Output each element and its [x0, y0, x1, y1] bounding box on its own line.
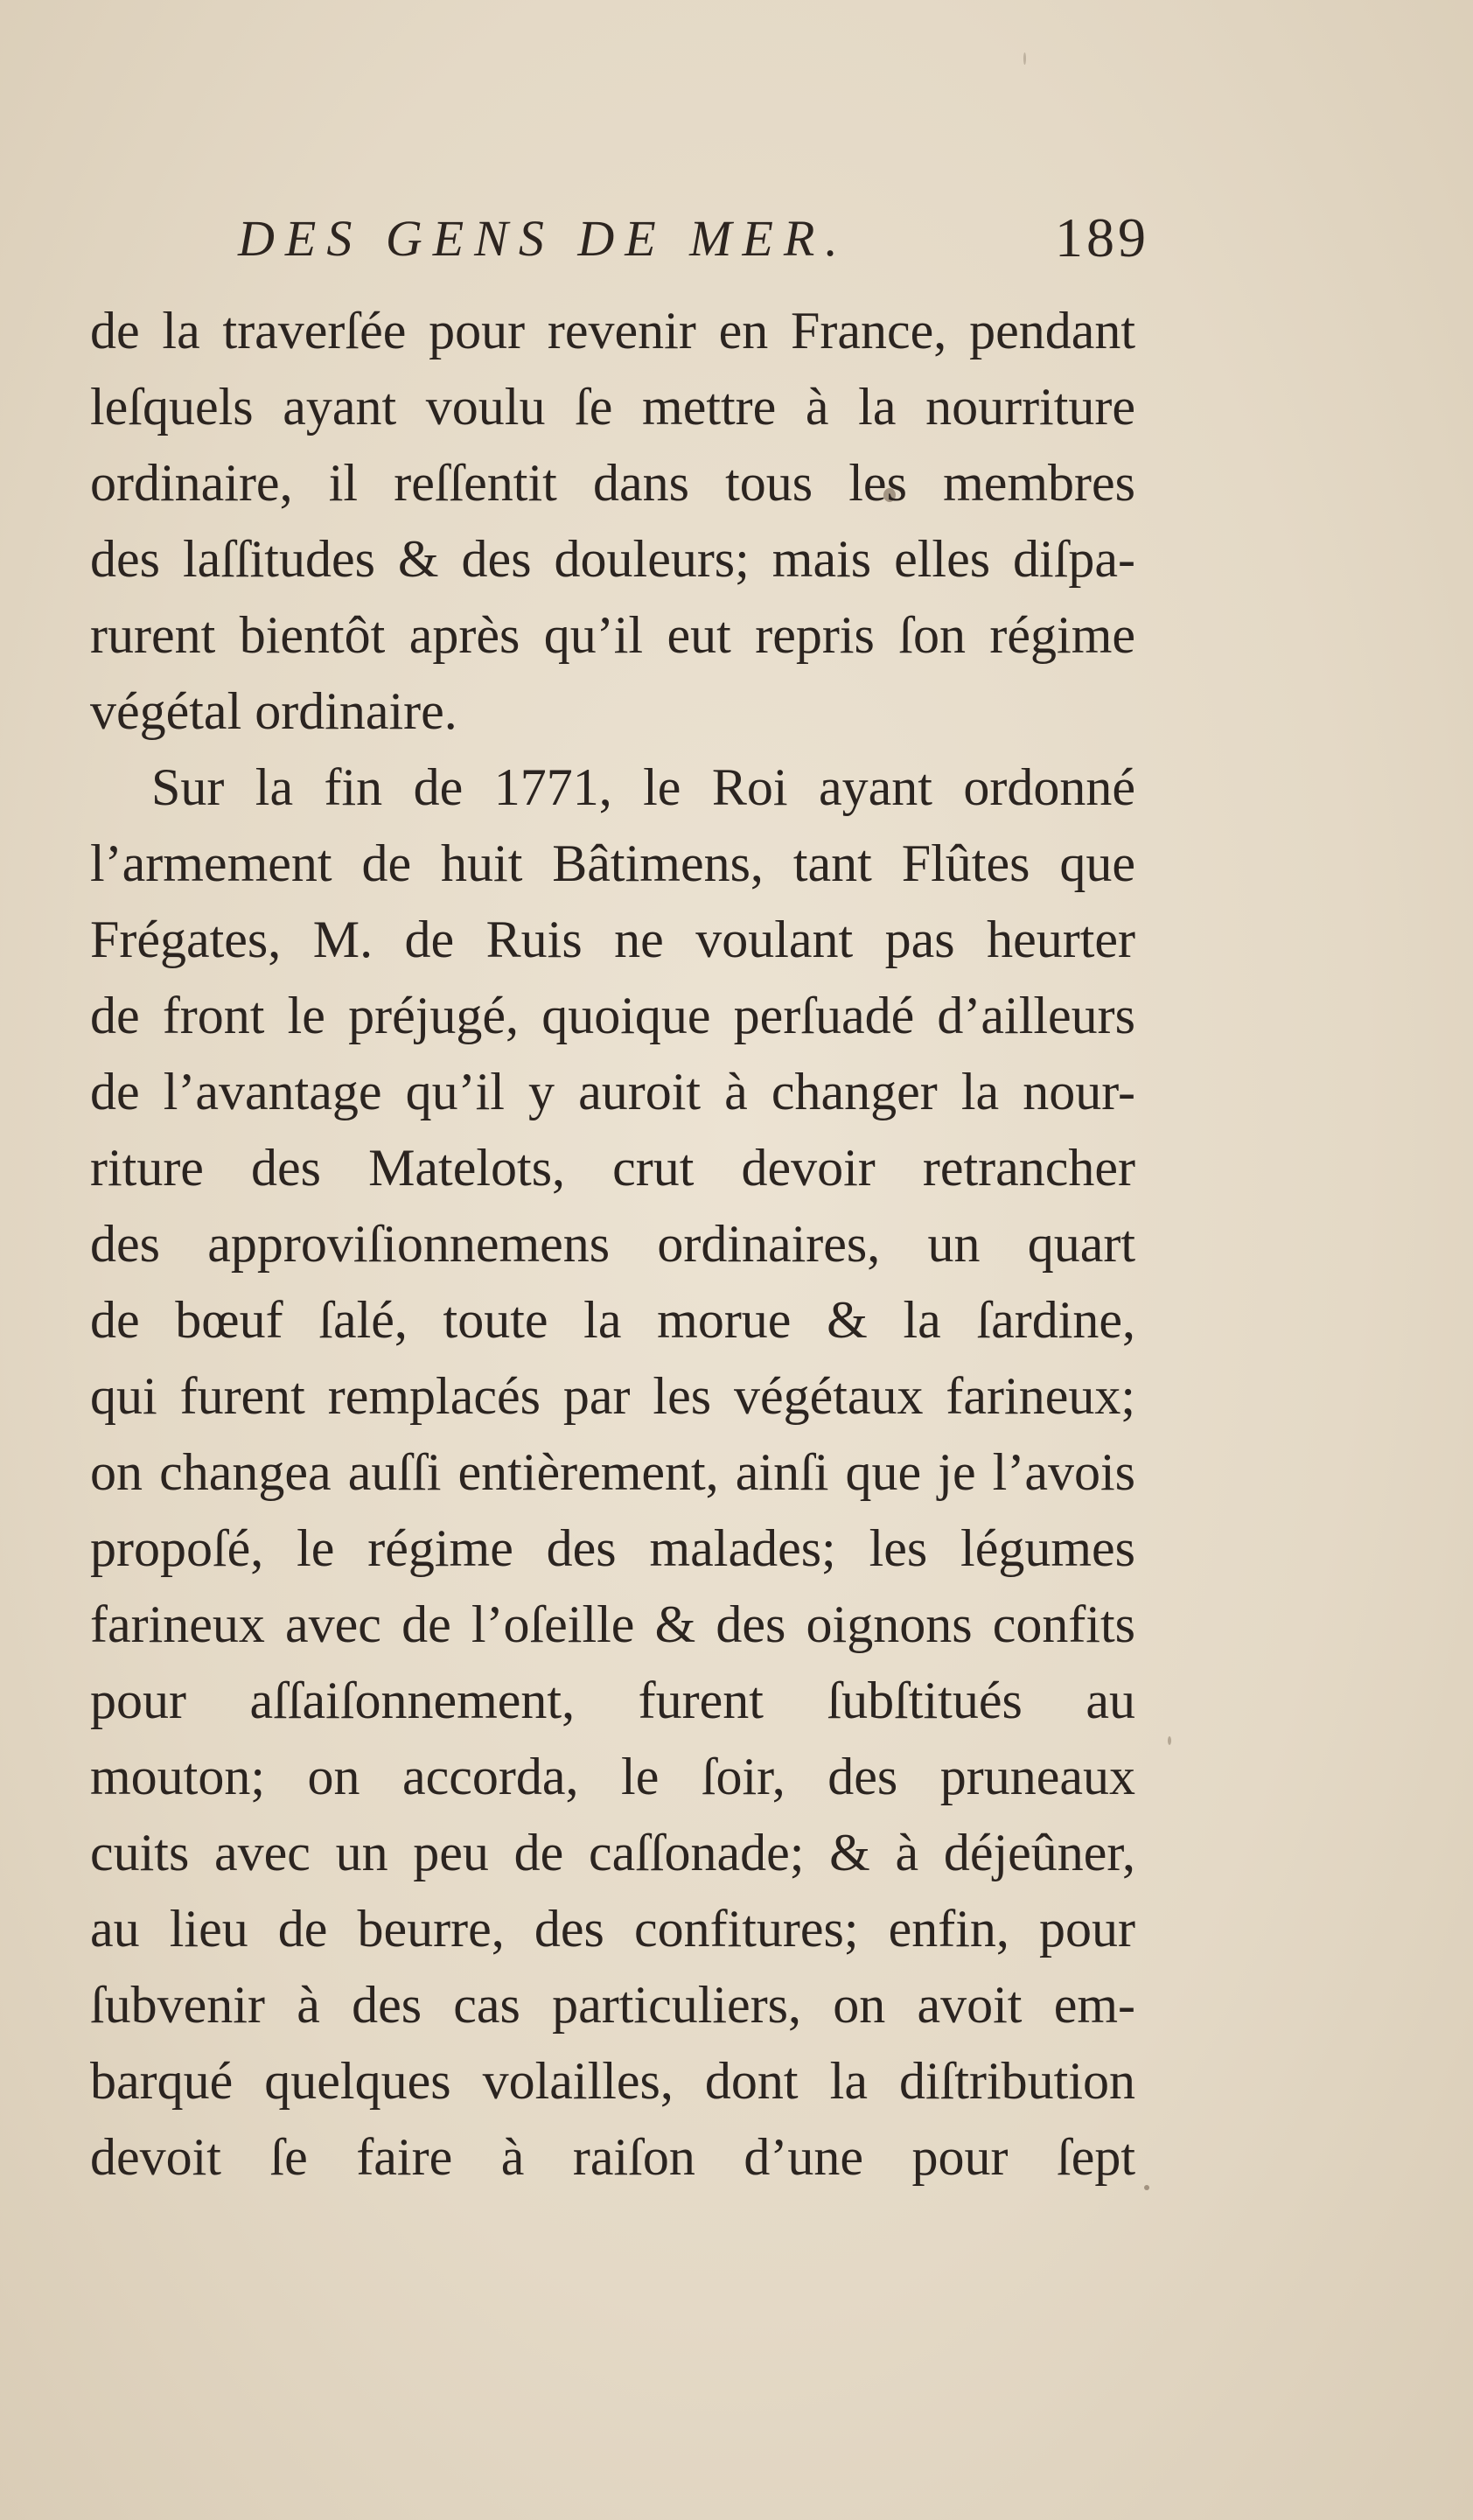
text-line: l’armement de huit Bâtimens, tant Flûtes que	[90, 834, 1135, 892]
text-line: ordinaire, il reſſentit dans tous les membres	[90, 454, 1135, 512]
text-line: de l’avantage qu’il y auroit à changer la nour-	[90, 1063, 1135, 1120]
text-line: farineux avec de l’oſeille & des oignons confits	[90, 1595, 1135, 1653]
text-line: mouton; on accorda, le ſoir, des pruneaux	[90, 1748, 1135, 1805]
text-line: cuits avec un peu de caſſonade; & à déjeûner,	[90, 1824, 1135, 1881]
page-number: 189	[1055, 206, 1149, 269]
text-line: de front le préjugé, quoique perſuadé d’ailleurs	[90, 987, 1135, 1044]
text-line: végétal ordinaire.	[90, 682, 457, 740]
text-line: Frégates, M. de Ruis ne voulant pas heurter	[90, 911, 1135, 968]
text-line: devoit ſe faire à raiſon d’une pour ſept	[90, 2128, 1135, 2186]
text-line: de bœuf ſalé, toute la morue & la ſardine,	[90, 1291, 1135, 1349]
text-line: rurent bientôt après qu’il eut repris ſon régime	[90, 606, 1135, 664]
body-text	[90, 293, 1135, 2195]
text-line: des approviſionnemens ordinaires, un quart	[90, 1215, 1135, 1273]
text-line: barqué quelques volailles, dont la diſtribution	[90, 2052, 1135, 2110]
text-line: leſquels ayant voulu ſe mettre à la nourriture	[90, 378, 1135, 436]
running-head: DES GENS DE MER.	[238, 209, 848, 267]
page-header	[238, 203, 1149, 273]
text-line: ſubvenir à des cas particuliers, on avoit em-	[90, 1976, 1135, 2034]
text-line: riture des Matelots, crut devoir retrancher	[90, 1139, 1135, 1197]
text-line: qui furent remplacés par les végétaux farineux;	[90, 1367, 1135, 1425]
text-line: propoſé, le régime des malades; les légumes	[90, 1519, 1135, 1577]
ink-speck	[1023, 52, 1026, 65]
text-line: des laſſitudes & des douleurs; mais elles diſpa-	[90, 530, 1135, 588]
text-line: de la traverſée pour revenir en France, pendant	[90, 302, 1135, 360]
text-line: Sur la fin de 1771, le Roi ayant ordonné	[151, 758, 1135, 816]
text-line: au lieu de beurre, des confitures; enfin, pour	[90, 1900, 1135, 1958]
text-line: on changea auſſi entièrement, ainſi que je l’avois	[90, 1443, 1135, 1501]
text-line: pour aſſaiſonnement, furent ſubſtitués au	[90, 1672, 1135, 1729]
ink-speck	[1168, 1736, 1171, 1745]
ink-speck	[1144, 2185, 1149, 2190]
